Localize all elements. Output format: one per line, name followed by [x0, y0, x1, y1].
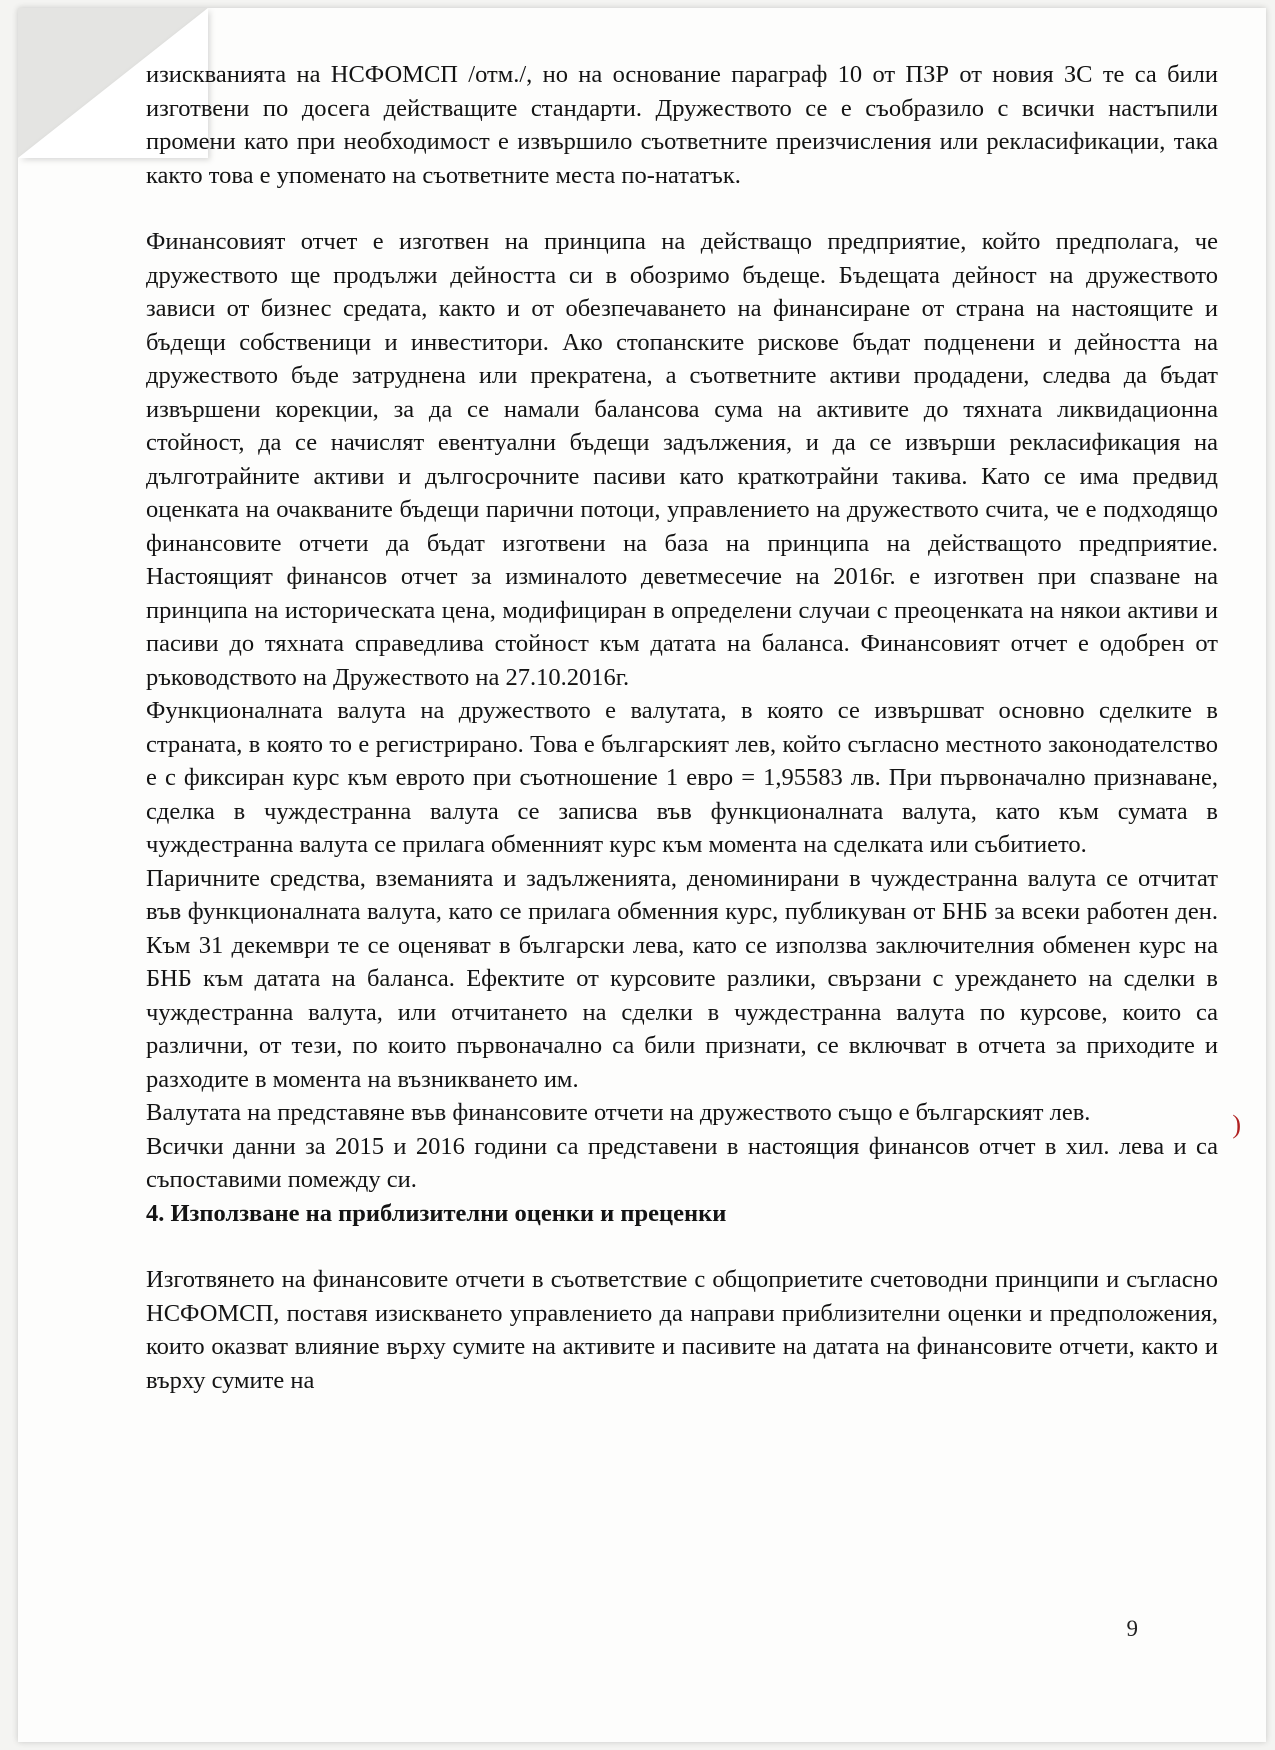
paragraph-going-concern: Финансовият отчет е изготвен на принципа на действащо предприятие, който предполага, че дружеството ще продължи дейността си в обозримо бъдеще. Бъдещата дейност на дружеството зависи от бизнес средата, както и от обезпечаването на финансиране от страна на настоящите и бъдещи собственици и инвеститори. Ако стопанските рискове бъдат подценени и дейността на дружеството бъде затруднена или прекратена, а съответните активи продадени, следва да бъдат извършени корекции, за да се намали балансова сума на активите до тяхната ликвидационна стойност, да се начислят евентуални бъдещи задължения, и да се извърши рекласификация на дълготрайните активи и дългосрочните пасиви като краткотрайни такива. Като се има предвид оценката на очакваните бъдещи парични потоци, управлението на дружеството счита, че е подходящо финансовите отчети да бъдат изготвени на база на принципа на действащото предприятие. Настоящият финансов отчет за изминалото деветмесечие на 2016г. е изготвен при спазване на принципа на историческата цена, модифициран в определени случаи с преоценката на някои активи и пасиви до тяхната справедлива стойност към датата на баланса. Финансовият отчет е одобрен от ръководството на Дружеството на 27.10.2016г.: [146, 228, 1218, 691]
section-heading: 4. Използване на приблизителни оценки и преценки: [146, 1199, 727, 1227]
document-page: [18, 8, 1266, 1742]
paragraph-functional-currency: Функционалната валута на дружеството е валутата, в която се извършват основно сделките в страната, в която то е регистрирано. Това е българският лев, който съгласно местното законодателство е с фиксиран курс към еврото при съотношение 1 евро = 1,95583 лв. При първоначално признаване, сделка в чуждестранна валута се записва във функционалната валута, като към сумата в чуждестранна валута се прилага обменният курс към момента на сделката или събитието.: [146, 697, 1218, 858]
paragraph-estimates: Изготвянето на финансовите отчети в съответствие с общоприетите счетоводни принципи и съгласно НСФОМСП, поставя изискването управлението да направи приблизителни оценки и предположения, които оказват влияние върху сумите на активите и пасивите на датата на финансовите отчети, както и върху сумите на: [146, 1266, 1218, 1394]
document-body: [146, 58, 1218, 1397]
paragraph-continuation: изискванията на НСФОМСП /отм./, но на основание параграф 10 от ПЗР от новия ЗС те са били изготвени по досега действащите стандарти. Дружеството се е съобразило с всички настъпили промени като при необходимост е извършило съответните преизчисления или рекласификации, така както това е упоменато на съответните места по-нататък.: [146, 61, 1218, 189]
paragraph-comparability: Всички данни за 2015 и 2016 години са представени в настоящия финансов отчет в хил. лева и са съпоставими помежду си.: [146, 1132, 1218, 1193]
paragraph-foreign-currency: Паричните средства, вземанията и задълженията, деноминирани в чуждестранна валута се отчитат във функционалната валута, като се прилага обменния курс, публикуван от БНБ за всеки работен ден. Към 31 декември те се оценяват в български лева, като се използва заключителния обменен курс на БНБ към датата на баланса. Ефектите от курсовите разлики, свързани с уреждането на сделки в чуждестранна валута, или отчитането на сделки в чуждестранна валута по курсове, които са различни, от тези, по които първоначално са били признати, се включват в отчета за приходите и разходите в момента на възникването им.: [146, 864, 1218, 1093]
margin-pen-mark: ): [1232, 1110, 1241, 1139]
paragraph-presentation-currency: Валутата на представяне във финансовите отчети на дружеството също е българският лев.: [146, 1099, 1091, 1126]
page-number: 9: [1126, 1616, 1138, 1641]
